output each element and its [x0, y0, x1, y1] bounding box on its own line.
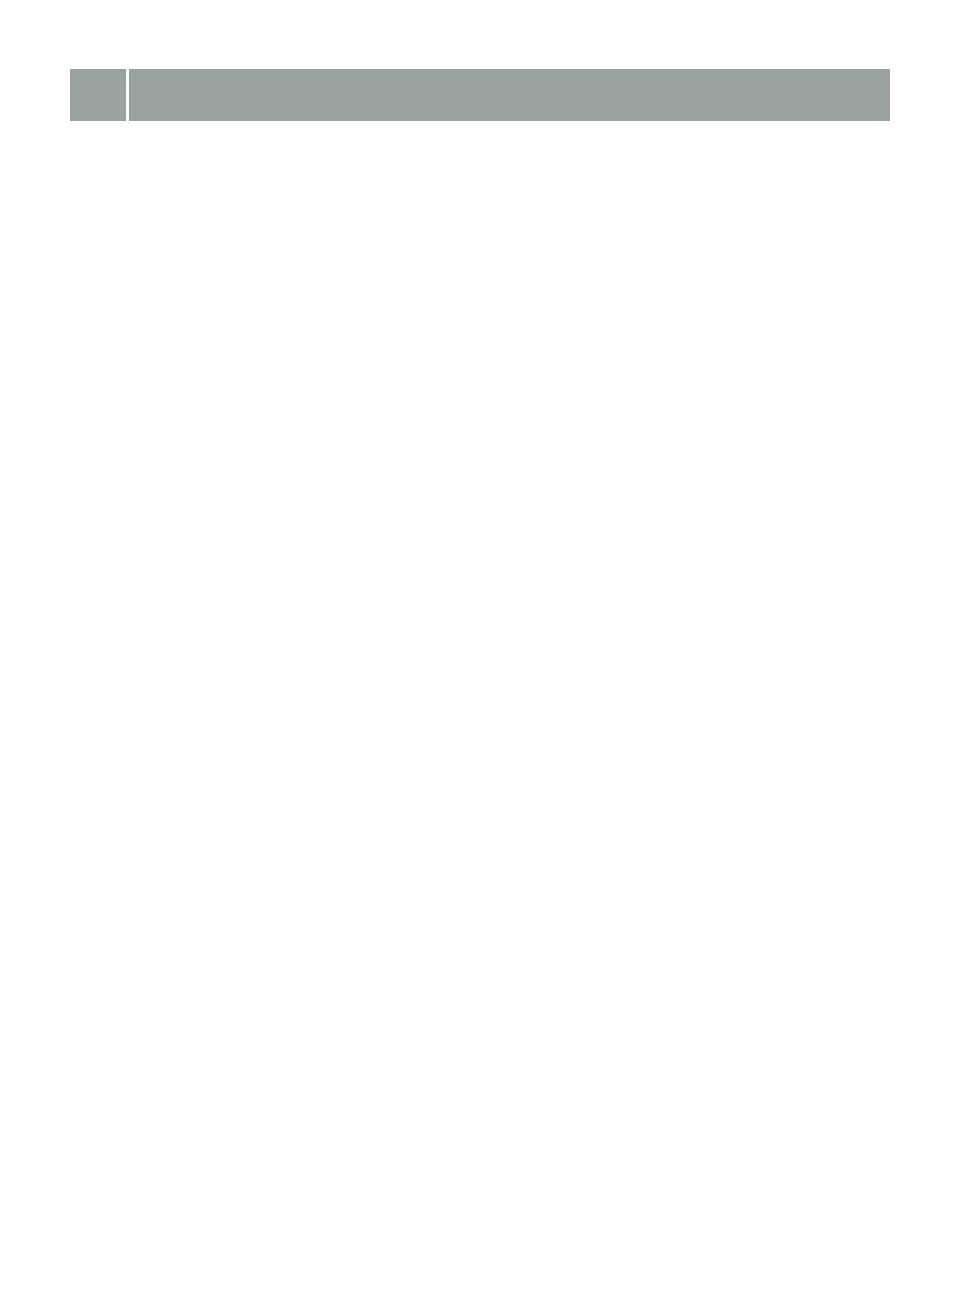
- header-divider: [126, 69, 129, 121]
- header-bar: [70, 69, 890, 121]
